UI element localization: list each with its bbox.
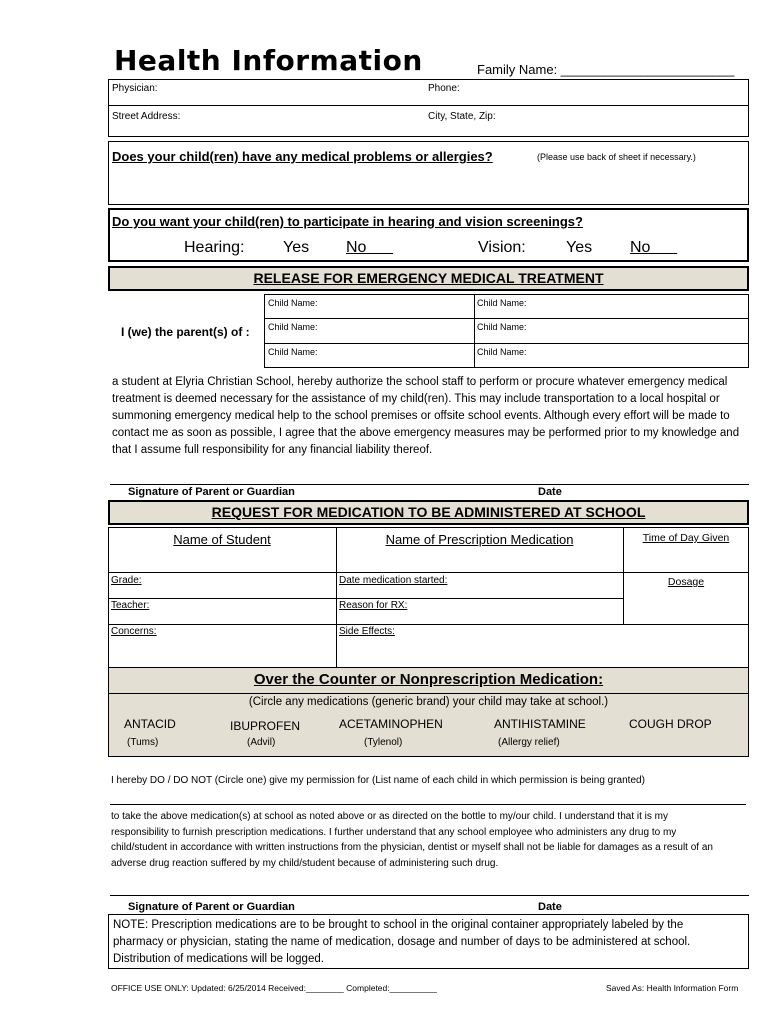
- medical-problems-question: Does your child(ren) have any medical problems or allergies?: [112, 149, 493, 164]
- otc-brand-ibuprofen: (Advil): [247, 737, 276, 748]
- hearing-yes-option[interactable]: Yes: [283, 239, 310, 256]
- vision-yes-option[interactable]: Yes: [566, 239, 593, 256]
- signature-label: Signature of Parent or Guardian: [128, 901, 295, 913]
- medical-problems-note: (Please use back of sheet if necessary.): [537, 152, 696, 162]
- grade-field[interactable]: Grade:: [111, 575, 142, 586]
- vision-label: Vision:: [478, 239, 526, 256]
- child-name-field[interactable]: Child Name:: [477, 322, 527, 332]
- permission-names-line[interactable]: [110, 804, 746, 805]
- screening-question: Do you want your child(ren) to participate in hearing and vision screenings?: [112, 214, 583, 229]
- otc-item-cough-drop[interactable]: COUGH DROP: [629, 717, 712, 731]
- street-address-field[interactable]: Street Address:: [112, 111, 181, 122]
- otc-title: Over the Counter or Nonprescription Medication:: [253, 671, 604, 688]
- page-title: Health Information: [114, 44, 423, 77]
- signature-line[interactable]: [110, 484, 749, 485]
- otc-brand-antacid: (Tums): [127, 737, 159, 748]
- hearing-no-option[interactable]: No: [346, 239, 367, 256]
- permission-paragraph: to take the above medication(s) at school as noted above or as directed on the bottle to my/our child. I understand that it is my responsibility to furnish prescription medications. I further understand that any school employee who administers any drug to my child/student in accordance with written instructions from the physician, dentist or myself shall not be liable for damages as a result of an adverse drug reaction suffered by my child/student because of administering such drug.: [111, 811, 713, 869]
- child-name-field[interactable]: Child Name:: [268, 298, 318, 308]
- physician-field[interactable]: Physician:: [112, 83, 158, 94]
- permission-line[interactable]: I hereby DO / DO NOT (Circle one) give my permission for (List name of each child in which permission is being granted): [111, 775, 645, 786]
- teacher-field[interactable]: Teacher:: [111, 600, 150, 611]
- medication-table: [108, 527, 749, 668]
- release-paragraph: a student at Elyria Christian School, hereby authorize the school staff to perform or procure whatever emergency medical treatment is deemed necessary for the assistance of my child(ren). This may include transportation to a local hospital or summoning emergency medical help to the school premises or offsite school events. Although every effort will be made to contact me as soon as possible, I agree that the above emergency measures may be performed prior to my knowledge and that I assume full responsibility for any financial liability thereof.: [112, 376, 740, 456]
- signature-line[interactable]: [110, 895, 749, 896]
- otc-item-antihistamine[interactable]: ANTIHISTAMINE: [494, 717, 586, 731]
- time-of-day-header: Time of Day Given: [642, 532, 730, 544]
- otc-item-antacid[interactable]: ANTACID: [124, 717, 176, 731]
- office-use-footer: OFFICE USE ONLY: Updated: 6/25/2014 Received:________ Completed:__________: [111, 983, 437, 993]
- hearing-label: Hearing:: [184, 239, 245, 256]
- otc-brand-acetaminophen: (Tylenol): [364, 737, 403, 748]
- dosage-header: Dosage: [667, 576, 705, 588]
- otc-item-acetaminophen[interactable]: ACETAMINOPHEN: [339, 717, 443, 731]
- otc-brand-antihistamine: (Allergy relief): [498, 737, 560, 748]
- saved-as-footer: Saved As: Health Information Form: [606, 983, 739, 993]
- concerns-field[interactable]: Concerns:: [111, 626, 157, 637]
- parent-of-label: I (we) the parent(s) of :: [121, 325, 250, 339]
- signature-label: Signature of Parent or Guardian: [128, 486, 295, 498]
- city-state-zip-field[interactable]: City, State, Zip:: [428, 111, 496, 122]
- phone-field[interactable]: Phone:: [428, 83, 460, 94]
- side-effects-field[interactable]: Side Effects:: [339, 626, 395, 637]
- child-name-field[interactable]: Child Name:: [477, 347, 527, 357]
- date-label: Date: [538, 486, 562, 498]
- otc-item-ibuprofen[interactable]: IBUPROFEN: [230, 719, 301, 733]
- child-name-field[interactable]: Child Name:: [477, 298, 527, 308]
- family-name-field[interactable]: Family Name: ________________________: [477, 62, 735, 77]
- note-text: NOTE: Prescription medications are to be brought to school in the original container appropriately labeled by the pharmacy or physician, stating the name of medication, dosage and number of days to be administered at school. Distribution of medications will be logged.: [113, 919, 691, 965]
- child-name-field[interactable]: Child Name:: [268, 322, 318, 332]
- date-label: Date: [538, 901, 562, 913]
- vision-no-option[interactable]: No: [630, 239, 651, 256]
- name-of-student-header: Name of Student: [173, 532, 271, 547]
- child-name-field[interactable]: Child Name:: [268, 347, 318, 357]
- release-title: RELEASE FOR EMERGENCY MEDICAL TREATMENT: [253, 270, 604, 286]
- medication-title: REQUEST FOR MEDICATION TO BE ADMINISTERED AT SCHOOL: [211, 504, 646, 520]
- reason-rx-field[interactable]: Reason for RX:: [339, 600, 408, 611]
- name-of-prescription-header: Name of Prescription Medication: [385, 532, 574, 547]
- otc-instruction: (Circle any medications (generic brand) your child may take at school.): [248, 696, 609, 708]
- date-started-field[interactable]: Date medication started:: [339, 575, 448, 586]
